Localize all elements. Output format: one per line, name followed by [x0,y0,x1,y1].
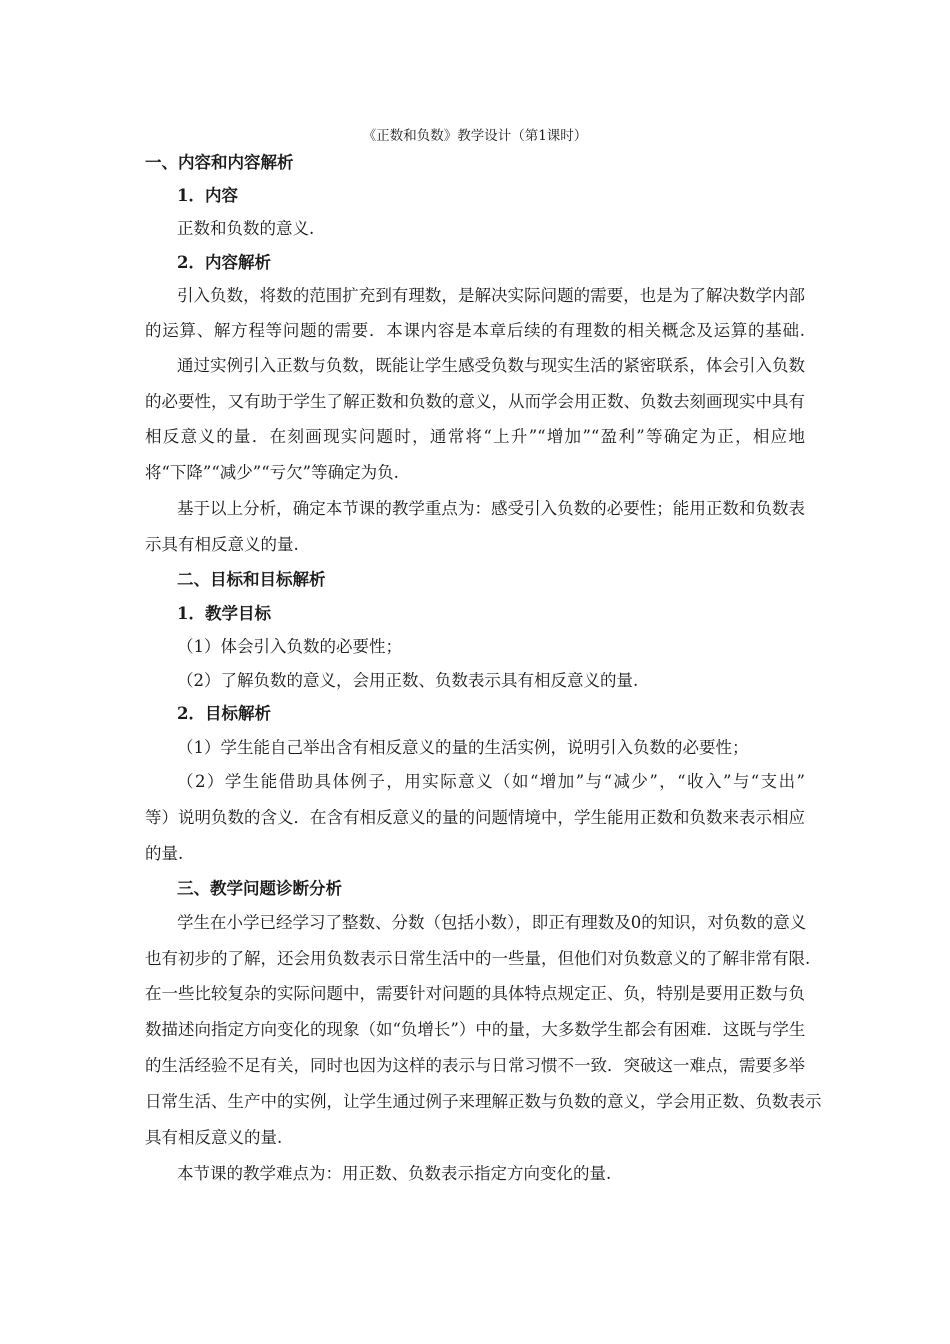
section-2-analysis-2-line3: 的量. [145,844,184,863]
section-1-p1-line1: 引入负数，将数的范围扩充到有理数，是解决实际问题的需要，也是为了解决数学内部 [177,286,805,305]
section-1-sub2-heading: 2．内容解析 [177,253,271,272]
section-2-analysis-2-line2: 等）说明负数的含义．在含有相反意义的量的问题情境中，学生能用正数和负数来表示相应 [145,808,805,827]
section-1-sub1-heading: 1．内容 [177,186,238,205]
section-3-p1-line4: 数描述向指定方向变化的现象（如“负增长”）中的量，大多数学生都会有困难．这既与学生 [145,1020,806,1039]
section-2-heading: 二、目标和目标解析 [177,570,326,589]
section-3-p1-line7: 具有相反意义的量. [145,1128,283,1147]
section-1-sub1-text: 正数和负数的意义. [177,219,315,238]
section-2-goal-1: （1）体会引入负数的必要性； [177,637,402,656]
section-1-p1-line2: 的运算、解方程等问题的需要．本课内容是本章后续的有理数的相关概念及运算的基础. [145,321,805,340]
section-2-goal-2: （2）了解负数的意义，会用正数、负数表示具有相反意义的量. [177,671,639,690]
section-1-p2-line2: 的必要性，又有助于学生了解正数和负数的意义，从而学会用正数、负数去刻画现实中具有 [145,392,805,411]
section-1-p2-line3: 相反意义的量．在刻画现实问题时，通常将“上升”“增加”“盈利”等确定为正，相应地 [145,427,805,446]
section-2-sub2-heading: 2．目标解析 [177,704,271,723]
section-3-p1-line6: 日常生活、生产中的实例，让学生通过例子来理解正数与负数的意义，学会用正数、负数表示 [145,1092,822,1111]
section-3-p2: 本节课的教学难点为：用正数、负数表示指定方向变化的量. [177,1164,612,1183]
section-1-p3-line1: 基于以上分析，确定本节课的教学重点为：感受引入负数的必要性；能用正数和负数表 [177,499,805,518]
document-title: 《正数和负数》教学设计（第1课时） [362,128,588,144]
section-2-analysis-2-line1: （2）学生能借助具体例子，用实际意义（如“增加”与“减少”，“收入”与“支出” [177,772,805,791]
section-2-analysis-1: （1）学生能自己举出含有相反意义的量的生活实例，说明引入负数的必要性； [177,738,749,757]
section-3-p1-line3: 在一些比较复杂的实际问题中，需要针对问题的具体特点规定正、负，特别是要用正数与负 [145,984,805,1003]
section-1-p2-line4: 将“下降”“减少”“亏欠”等确定为负. [145,463,399,482]
section-3-p1-line2: 也有初步的了解，还会用负数表示日常生活中的一些量，但他们对负数意义的了解非常有限. [145,949,811,968]
section-3-p1-line5: 的生活经验不足有关，同时也因为这样的表示与日常习惯不一致．突破这一难点，需要多举 [145,1056,805,1075]
section-1-p3-line2: 示具有相反意义的量. [145,535,299,554]
section-3-p1-line1: 学生在小学已经学习了整数、分数（包括小数），即正有理数及0的知识，对负数的意义 [177,913,807,932]
section-2-sub1-heading: 1．教学目标 [177,604,271,623]
section-1-p2-line1: 通过实例引入正数与负数，既能让学生感受负数与现实生活的紧密联系，体会引入负数 [177,356,805,375]
section-1-heading: 一、内容和内容解析 [145,153,294,172]
section-3-heading: 三、教学问题诊断分析 [177,879,342,898]
